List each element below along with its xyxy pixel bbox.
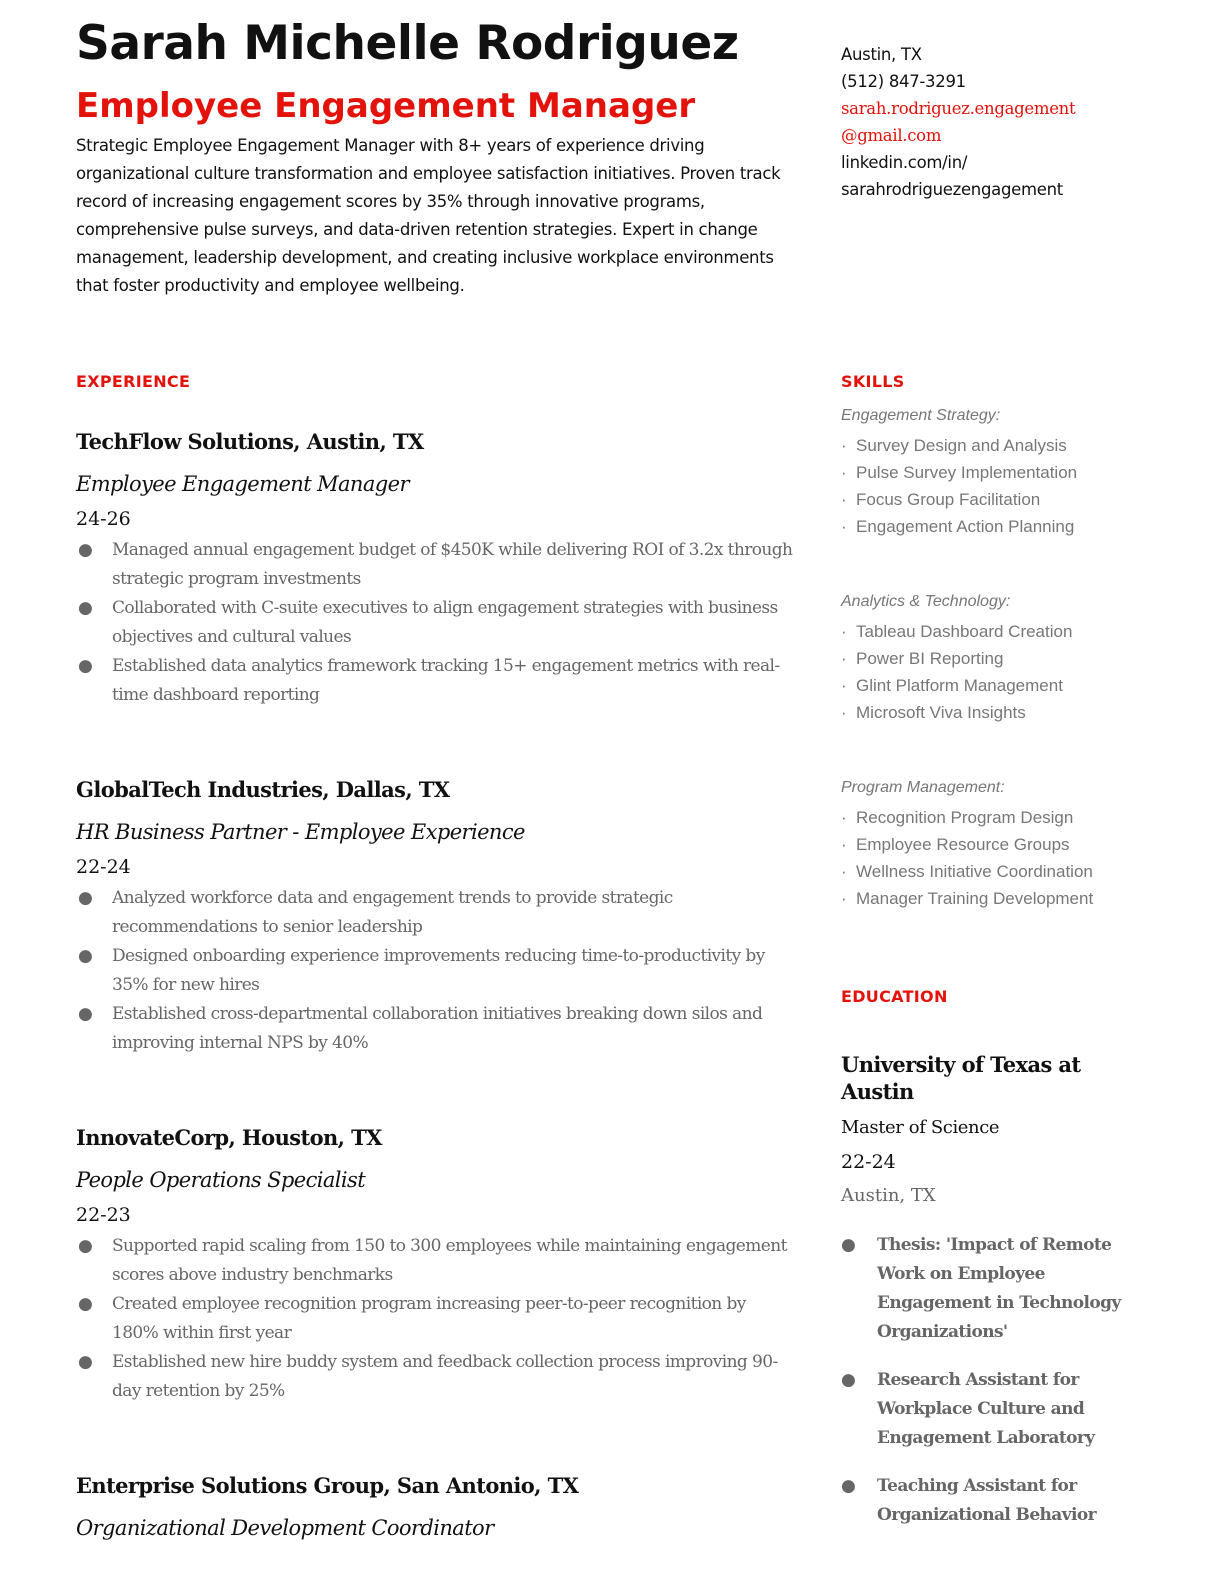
education-dates: 22-24 [841,1151,896,1173]
skill-group [841,777,1141,912]
company: Enterprise Solutions Group, San Antonio, TX [76,1473,579,1498]
skill-category: Engagement Strategy: [841,407,1001,424]
bullet-item [76,1290,796,1348]
linkedin-line-1: linkedin.com/in/ [841,153,968,172]
bullet-icon: ● [78,1352,93,1372]
skill-group [841,591,1141,726]
bullet-text: Established data analytics framework tracking 15+ engagement metrics with real-time dashboard reporting [112,656,780,705]
job-entry [76,428,796,710]
bullet-icon: ● [78,598,93,618]
bullet-icon: ● [841,1370,856,1390]
skill-item [841,645,1141,672]
position-title: Employee Engagement Manager [76,472,409,496]
skill-item [841,885,1141,912]
bullet-text: Teaching Assistant for Organizational Behavior [877,1476,1096,1525]
position-title: People Operations Specialist [76,1168,366,1192]
bullet-icon: ● [78,1004,93,1024]
skill-group [841,405,1141,540]
education-section [841,987,1121,1549]
bullet-icon: ● [78,1236,93,1256]
bullet-icon: · [841,490,847,509]
candidate-name: Sarah Michelle Rodriguez [76,16,739,71]
job-entry [76,776,796,1058]
bullet-item [76,594,796,652]
skill-category: Program Management: [841,779,1005,796]
skill-item [841,804,1141,831]
position-title: HR Business Partner - Employee Experience [76,820,525,844]
bullet-text: Created employee recognition program increasing peer-to-peer recognition by 180% within first year [112,1294,746,1343]
skill-text: Survey Design and Analysis [856,436,1067,455]
job-entry [76,1472,796,1542]
bullet-icon: ● [841,1235,856,1255]
job-dates: 24-26 [76,508,131,530]
bullet-text: Established new hire buddy system and feedback collection process improving 90-day retention by 25% [112,1352,778,1401]
bullet-icon: · [841,808,847,827]
bullet-text: Analyzed workforce data and engagement trends to provide strategic recommendations to senior leadership [112,888,673,937]
education-bullet [841,1472,1121,1530]
bullet-icon: ● [78,888,93,908]
school-name: University of Texas at Austin [841,1052,1081,1104]
skill-text: Focus Group Facilitation [856,490,1041,509]
bullet-text: Thesis: 'Impact of Remote Work on Employee Engagement in Technology Organizations' [877,1235,1121,1342]
job-dates: 22-24 [76,856,131,878]
bullet-icon: · [841,862,847,881]
bullet-icon: · [841,649,847,668]
skill-text: Tableau Dashboard Creation [856,622,1073,641]
company: TechFlow Solutions, Austin, TX [76,429,424,454]
linkedin-link[interactable] [841,149,1131,203]
experience-heading: EXPERIENCE [76,372,191,391]
skill-text: Manager Training Development [856,889,1094,908]
bullet-item [76,884,796,942]
skill-text: Engagement Action Planning [856,517,1075,536]
bullet-text: Supported rapid scaling from 150 to 300 employees while maintaining engagement scores above industry benchmarks [112,1236,787,1285]
bullet-item [76,1232,796,1290]
job-entry [76,1124,796,1406]
email-line-2: @gmail.com [841,126,942,145]
education-heading: EDUCATION [841,987,948,1006]
education-bullet [841,1231,1121,1347]
job-bullets [76,1232,796,1406]
bullet-icon: ● [78,946,93,966]
job-dates: 22-23 [76,1204,131,1226]
skill-text: Recognition Program Design [856,808,1074,827]
bullet-text: Collaborated with C-suite executives to align engagement strategies with business objectives and cultural values [112,598,778,647]
skills-heading: SKILLS [841,372,905,391]
bullet-text: Established cross-departmental collaboration initiatives breaking down silos and improving internal NPS by 40% [112,1004,763,1053]
degree: Master of Science [841,1117,1000,1138]
skill-item [841,831,1141,858]
skill-text: Pulse Survey Implementation [856,463,1078,482]
bullet-item [76,1348,796,1406]
bullet-text: Designed onboarding experience improvements reducing time-to-productivity by 35% for new hires [112,946,765,995]
skill-category: Analytics & Technology: [841,593,1011,610]
skill-item [841,459,1141,486]
linkedin-line-2: sarahrodriguezengagement [841,180,1063,199]
skill-item [841,432,1141,459]
job-bullets [76,536,796,710]
skill-text: Glint Platform Management [856,676,1063,695]
skill-text: Wellness Initiative Coordination [856,862,1093,881]
skill-text: Microsoft Viva Insights [856,703,1026,722]
bullet-icon: · [841,703,847,722]
position-title: Organizational Development Coordinator [76,1516,494,1540]
skill-item [841,699,1141,726]
skill-item [841,513,1141,540]
skill-item [841,486,1141,513]
contact-info [841,41,1131,203]
location: Austin, TX [841,45,922,64]
education-bullet [841,1366,1121,1453]
skill-item [841,618,1141,645]
summary: Strategic Employee Engagement Manager with 8+ years of experience driving organizational culture transformation and employee satisfaction initiatives. Proven track record of increasing engagement scores by 35% through innovative programs, comprehensive pulse surveys, and data-driven retention strategies. Expert in change management, leadership development, and creating inclusive workplace environments that foster productivity and employee wellbeing. [76,136,781,295]
bullet-icon: · [841,676,847,695]
skill-item [841,858,1141,885]
bullet-icon: · [841,517,847,536]
education-location: Austin, TX [841,1185,936,1206]
bullet-item [76,536,796,594]
bullet-icon: · [841,436,847,455]
bullet-icon: · [841,622,847,641]
bullet-icon: · [841,889,847,908]
bullet-icon: ● [841,1476,856,1496]
bullet-text: Managed annual engagement budget of $450K while delivering ROI of 3.2x through strategic program investments [112,540,793,589]
bullet-icon: · [841,835,847,854]
skill-text: Power BI Reporting [856,649,1004,668]
bullet-icon: ● [78,540,93,560]
company: InnovateCorp, Houston, TX [76,1125,382,1150]
job-title: Employee Engagement Manager [76,86,696,126]
skills-section [841,405,1141,963]
phone: (512) 847-3291 [841,72,966,91]
email-link[interactable] [841,95,1131,149]
bullet-item [76,652,796,710]
bullet-item [76,1000,796,1058]
bullet-icon: ● [78,656,93,676]
bullet-icon: · [841,463,847,482]
skill-text: Employee Resource Groups [856,835,1070,854]
skill-item [841,672,1141,699]
bullet-item [76,942,796,1000]
bullet-icon: ● [78,1294,93,1314]
email-line-1: sarah.rodriguez.engagement [841,99,1076,118]
bullet-text: Research Assistant for Workplace Culture and Engagement Laboratory [877,1370,1095,1448]
company: GlobalTech Industries, Dallas, TX [76,777,450,802]
job-bullets [76,884,796,1058]
